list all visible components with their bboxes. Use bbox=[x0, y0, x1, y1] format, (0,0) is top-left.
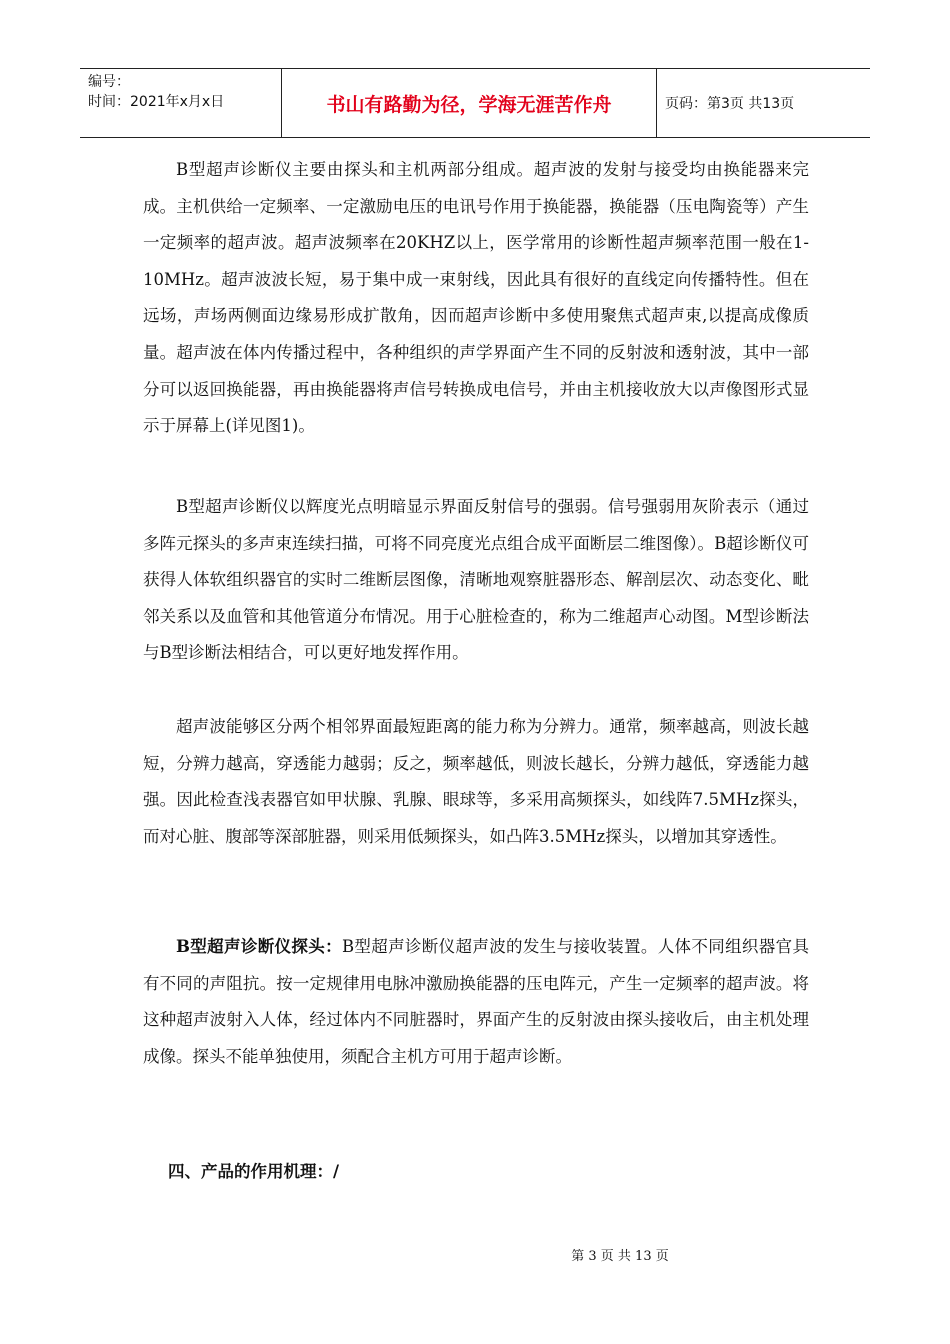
header-motto: 书山有路勤为径，学海无涯苦作舟 bbox=[282, 69, 657, 137]
probe-paragraph-text bbox=[143, 929, 809, 1075]
footer-page-number: 第 3 页 共 13 页 bbox=[571, 1249, 669, 1264]
paragraph-2 bbox=[143, 489, 809, 672]
header-meta bbox=[80, 69, 282, 137]
paragraph-text: B型超声诊断仪主要由探头和主机两部分组成。超声波的发射与接受均由换能器来完成。主机供给一定频率、一定激励电压的电讯号作用于换能器，换能器（压电陶瓷等）产生一定频率的超声波。超声波频率在20KHZ以上，医学常用的诊断性超声频率范围一般在1-10MHz。超声波波长短，易于集中成一束射线，因此具有很好的直线定向传播特性。但在远场，声场两侧面边缘易形成扩散角，因而超声诊断中多使用聚焦式超声束,以提高成像质量。超声波在体内传播过程中，各种组织的声学界面产生不同的反射波和透射波，其中一部分可以返回换能器，再由换能器将声信号转换成电信号，并由主机接收放大以声像图形式显示于屏幕上(详见图1)。 bbox=[143, 160, 809, 436]
section-heading: 四、产品的作用机理：/ bbox=[168, 1162, 340, 1181]
document-number-label: 编号： bbox=[88, 74, 130, 90]
header-page-number: 页码：第3页 共13页 bbox=[665, 96, 795, 112]
paragraph-text: 超声波能够区分两个相邻界面最短距离的能力称为分辨力。通常，频率越高，则波长越短，分辨力越高，穿透能力越弱；反之，频率越低，则波长越长，分辨力越低，穿透能力越强。因此检查浅表器官如甲状腺、乳腺、眼球等，多采用高频探头，如线阵7.5MHz探头，而对心脏、腹部等深部脏器，则采用低频探头，如凸阵3.5MHz探头，以增加其穿透性。 bbox=[143, 717, 809, 846]
probe-paragraph bbox=[143, 929, 809, 1075]
probe-description: B型超声诊断仪超声波的发生与接收装置。人体不同组织器官具有不同的声阻抗。按一定规律用电脉冲激励换能器的压电阵元，产生一定频率的超声波。将这种超声波射入人体，经过体内不同脏器时，界面产生的反射波由探头接收后，由主机处理成像。探头不能单独使用，须配合主机方可用于超声诊断。 bbox=[143, 937, 809, 1066]
paragraph-1 bbox=[143, 152, 809, 445]
page-footer bbox=[0, 1245, 950, 1264]
paragraph-3 bbox=[143, 709, 809, 855]
document-date-label: 时间：2021年x月x日 bbox=[88, 94, 225, 110]
page-header bbox=[80, 68, 870, 138]
probe-term: B型超声诊断仪探头： bbox=[176, 937, 342, 956]
paragraph-text: B型超声诊断仪以辉度光点明暗显示界面反射信号的强弱。信号强弱用灰阶表示（通过多阵元探头的多声束连续扫描，可将不同亮度光点组合成平面断层二维图像）。B超诊断仪可获得人体软组织器官的实时二维断层图像，清晰地观察脏器形态、解剖层次、动态变化、毗邻关系以及血管和其他管道分布情况。用于心脏检查的，称为二维超声心动图。M型诊断法与B型诊断法相结合，可以更好地发挥作用。 bbox=[143, 497, 809, 663]
